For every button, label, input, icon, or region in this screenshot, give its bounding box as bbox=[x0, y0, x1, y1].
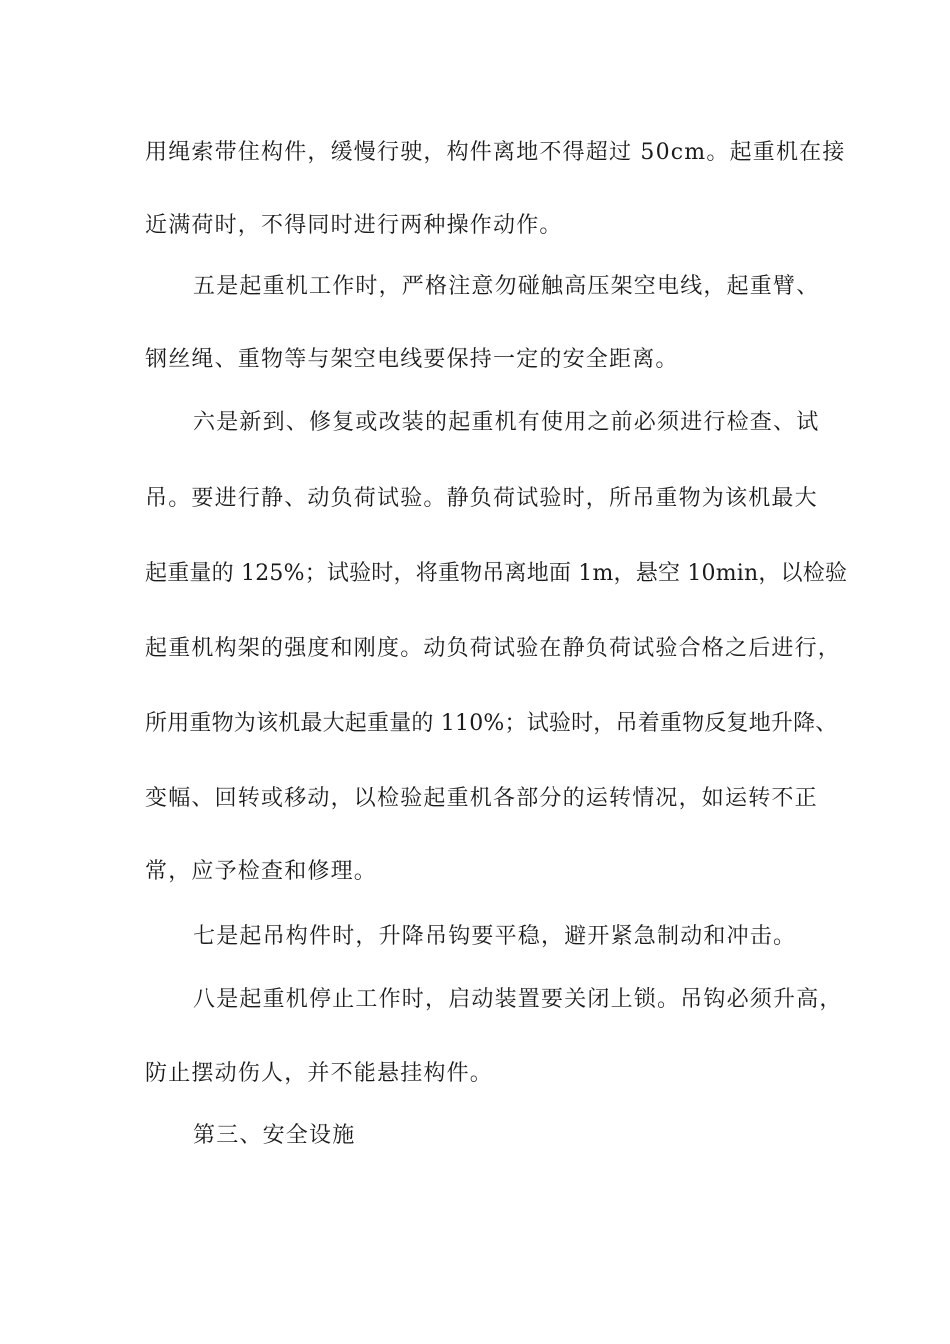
paragraph-line: 常，应予检查和修理。 bbox=[145, 859, 378, 884]
paragraph-line: 防止摆动伤人，并不能悬挂构件。 bbox=[145, 1061, 494, 1086]
paragraph-line: 七是起吊构件时，升降吊钩要平稳，避开紧急制动和冲击。 bbox=[193, 924, 797, 949]
paragraph-line: 所用重物为该机最大起重量的 110%；试验时，吊着重物反复地升降、 bbox=[145, 711, 838, 736]
paragraph-line: 八是起重机停止工作时，启动装置要关闭上锁。吊钩必须升高， bbox=[193, 987, 843, 1012]
paragraph-line: 近满荷时，不得同时进行两种操作动作。 bbox=[145, 213, 563, 238]
paragraph-line: 六是新到、修复或改装的起重机有使用之前必须进行检查、试 bbox=[193, 410, 820, 435]
paragraph-line: 变幅、回转或移动，以检验起重机各部分的运转情况，如运转不正 bbox=[145, 786, 818, 811]
section-heading: 第三、安全设施 bbox=[193, 1123, 356, 1148]
paragraph-line: 五是起重机工作时，严格注意勿碰触高压架空电线，起重臂、 bbox=[193, 274, 820, 299]
paragraph-line: 吊。要进行静、动负荷试验。静负荷试验时，所吊重物为该机最大 bbox=[145, 486, 818, 511]
paragraph-line: 钢丝绳、重物等与架空电线要保持一定的安全距离。 bbox=[145, 347, 679, 372]
paragraph-line: 用绳索带住构件，缓慢行驶，构件离地不得超过 50cm。起重机在接 bbox=[145, 140, 846, 165]
paragraph-line: 起重机构架的强度和刚度。动负荷试验在静负荷试验合格之后进行， bbox=[145, 636, 842, 661]
paragraph-line: 起重量的 125%；试验时，将重物吊离地面 1m，悬空 10min，以检验 bbox=[145, 561, 848, 586]
